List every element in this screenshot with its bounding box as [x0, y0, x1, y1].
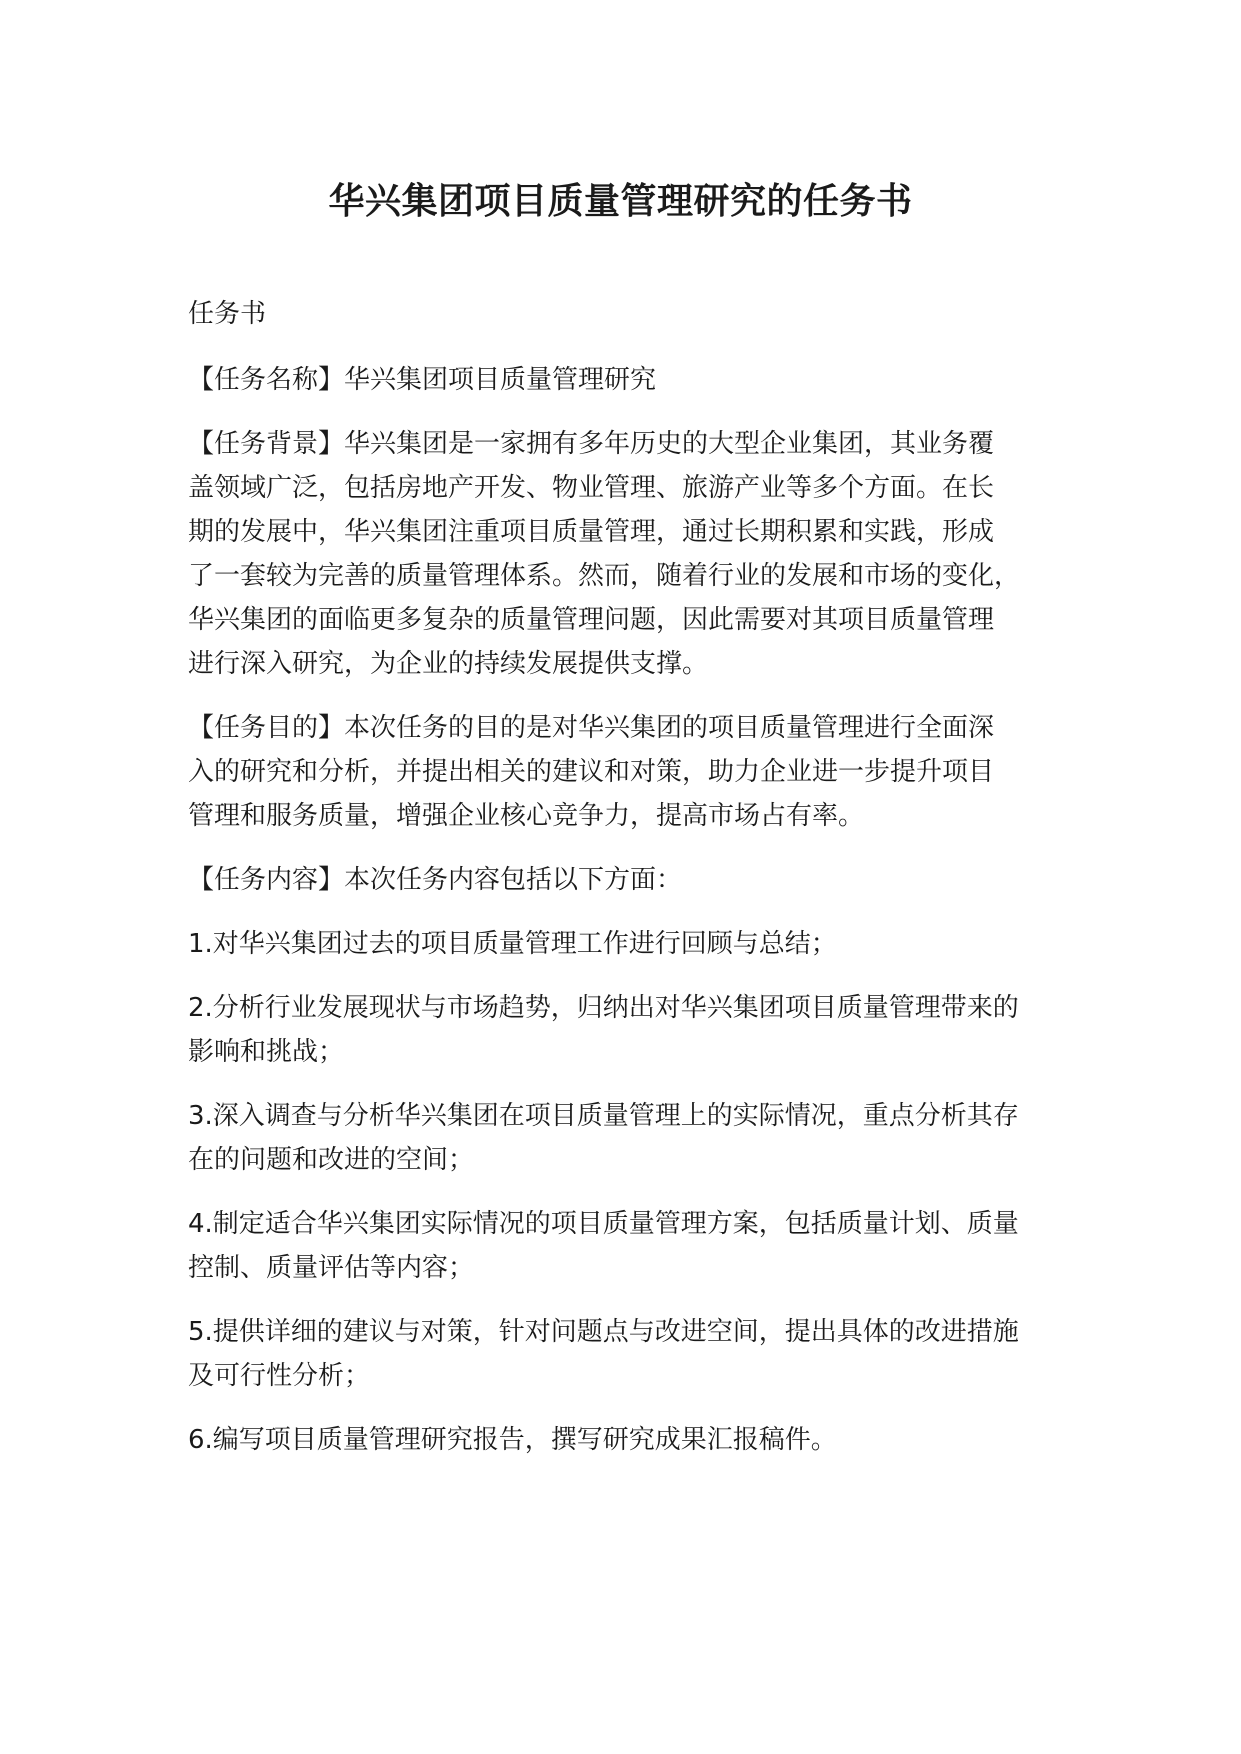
list-item: 3.深入调查与分析华兴集团在项目质量管理上的实际情况，重点分析其存 在的问题和改进的空间； — [188, 1101, 1019, 1175]
task-purpose-paragraph: 【任务目的】本次任务的目的是对华兴集团的项目质量管理进行全面深 入的研究和分析，并提出相关的建议和对策，助力企业进一步提升项目 管理和服务质量，增强企业核心竞争力，提高市场占有率。 — [188, 713, 995, 831]
section-label: 任务书 — [188, 299, 267, 329]
task-content-paragraph: 【任务内容】本次任务内容包括以下方面： — [188, 865, 683, 895]
list-item: 4.制定适合华兴集团实际情况的项目质量管理方案，包括质量计划、质量 控制、质量评估等内容； — [188, 1209, 1019, 1283]
list-item: 6.编写项目质量管理研究报告，撰写研究成果汇报稿件。 — [188, 1425, 837, 1455]
list-item: 2.分析行业发展现状与市场趋势，归纳出对华兴集团项目质量管理带来的 影响和挑战； — [188, 993, 1019, 1067]
task-background-paragraph: 【任务背景】华兴集团是一家拥有多年历史的大型企业集团，其业务覆 盖领域广泛，包括房地产开发、物业管理、旅游产业等多个方面。在长 期的发展中，华兴集团注重项目质量管理，通过长期积累和实践，形成 了一套较为完善的质量管理体系。然而，随着行业的发展和市场的变化， 华兴集团的面临更多复杂的质量管理问题，因此需要对其项目质量管理 进行深入研究，为企业的持续发展提供支撑。 — [188, 429, 1021, 679]
list-item: 5.提供详细的建议与对策，针对问题点与改进空间，提出具体的改进措施 及可行性分析； — [188, 1317, 1019, 1391]
list-item: 1.对华兴集团过去的项目质量管理工作进行回顾与总结； — [188, 929, 837, 959]
document-title: 华兴集团项目质量管理研究的任务书 — [328, 181, 913, 222]
document-body — [188, 292, 1088, 1482]
task-name-paragraph: 【任务名称】华兴集团项目质量管理研究 — [188, 365, 657, 395]
